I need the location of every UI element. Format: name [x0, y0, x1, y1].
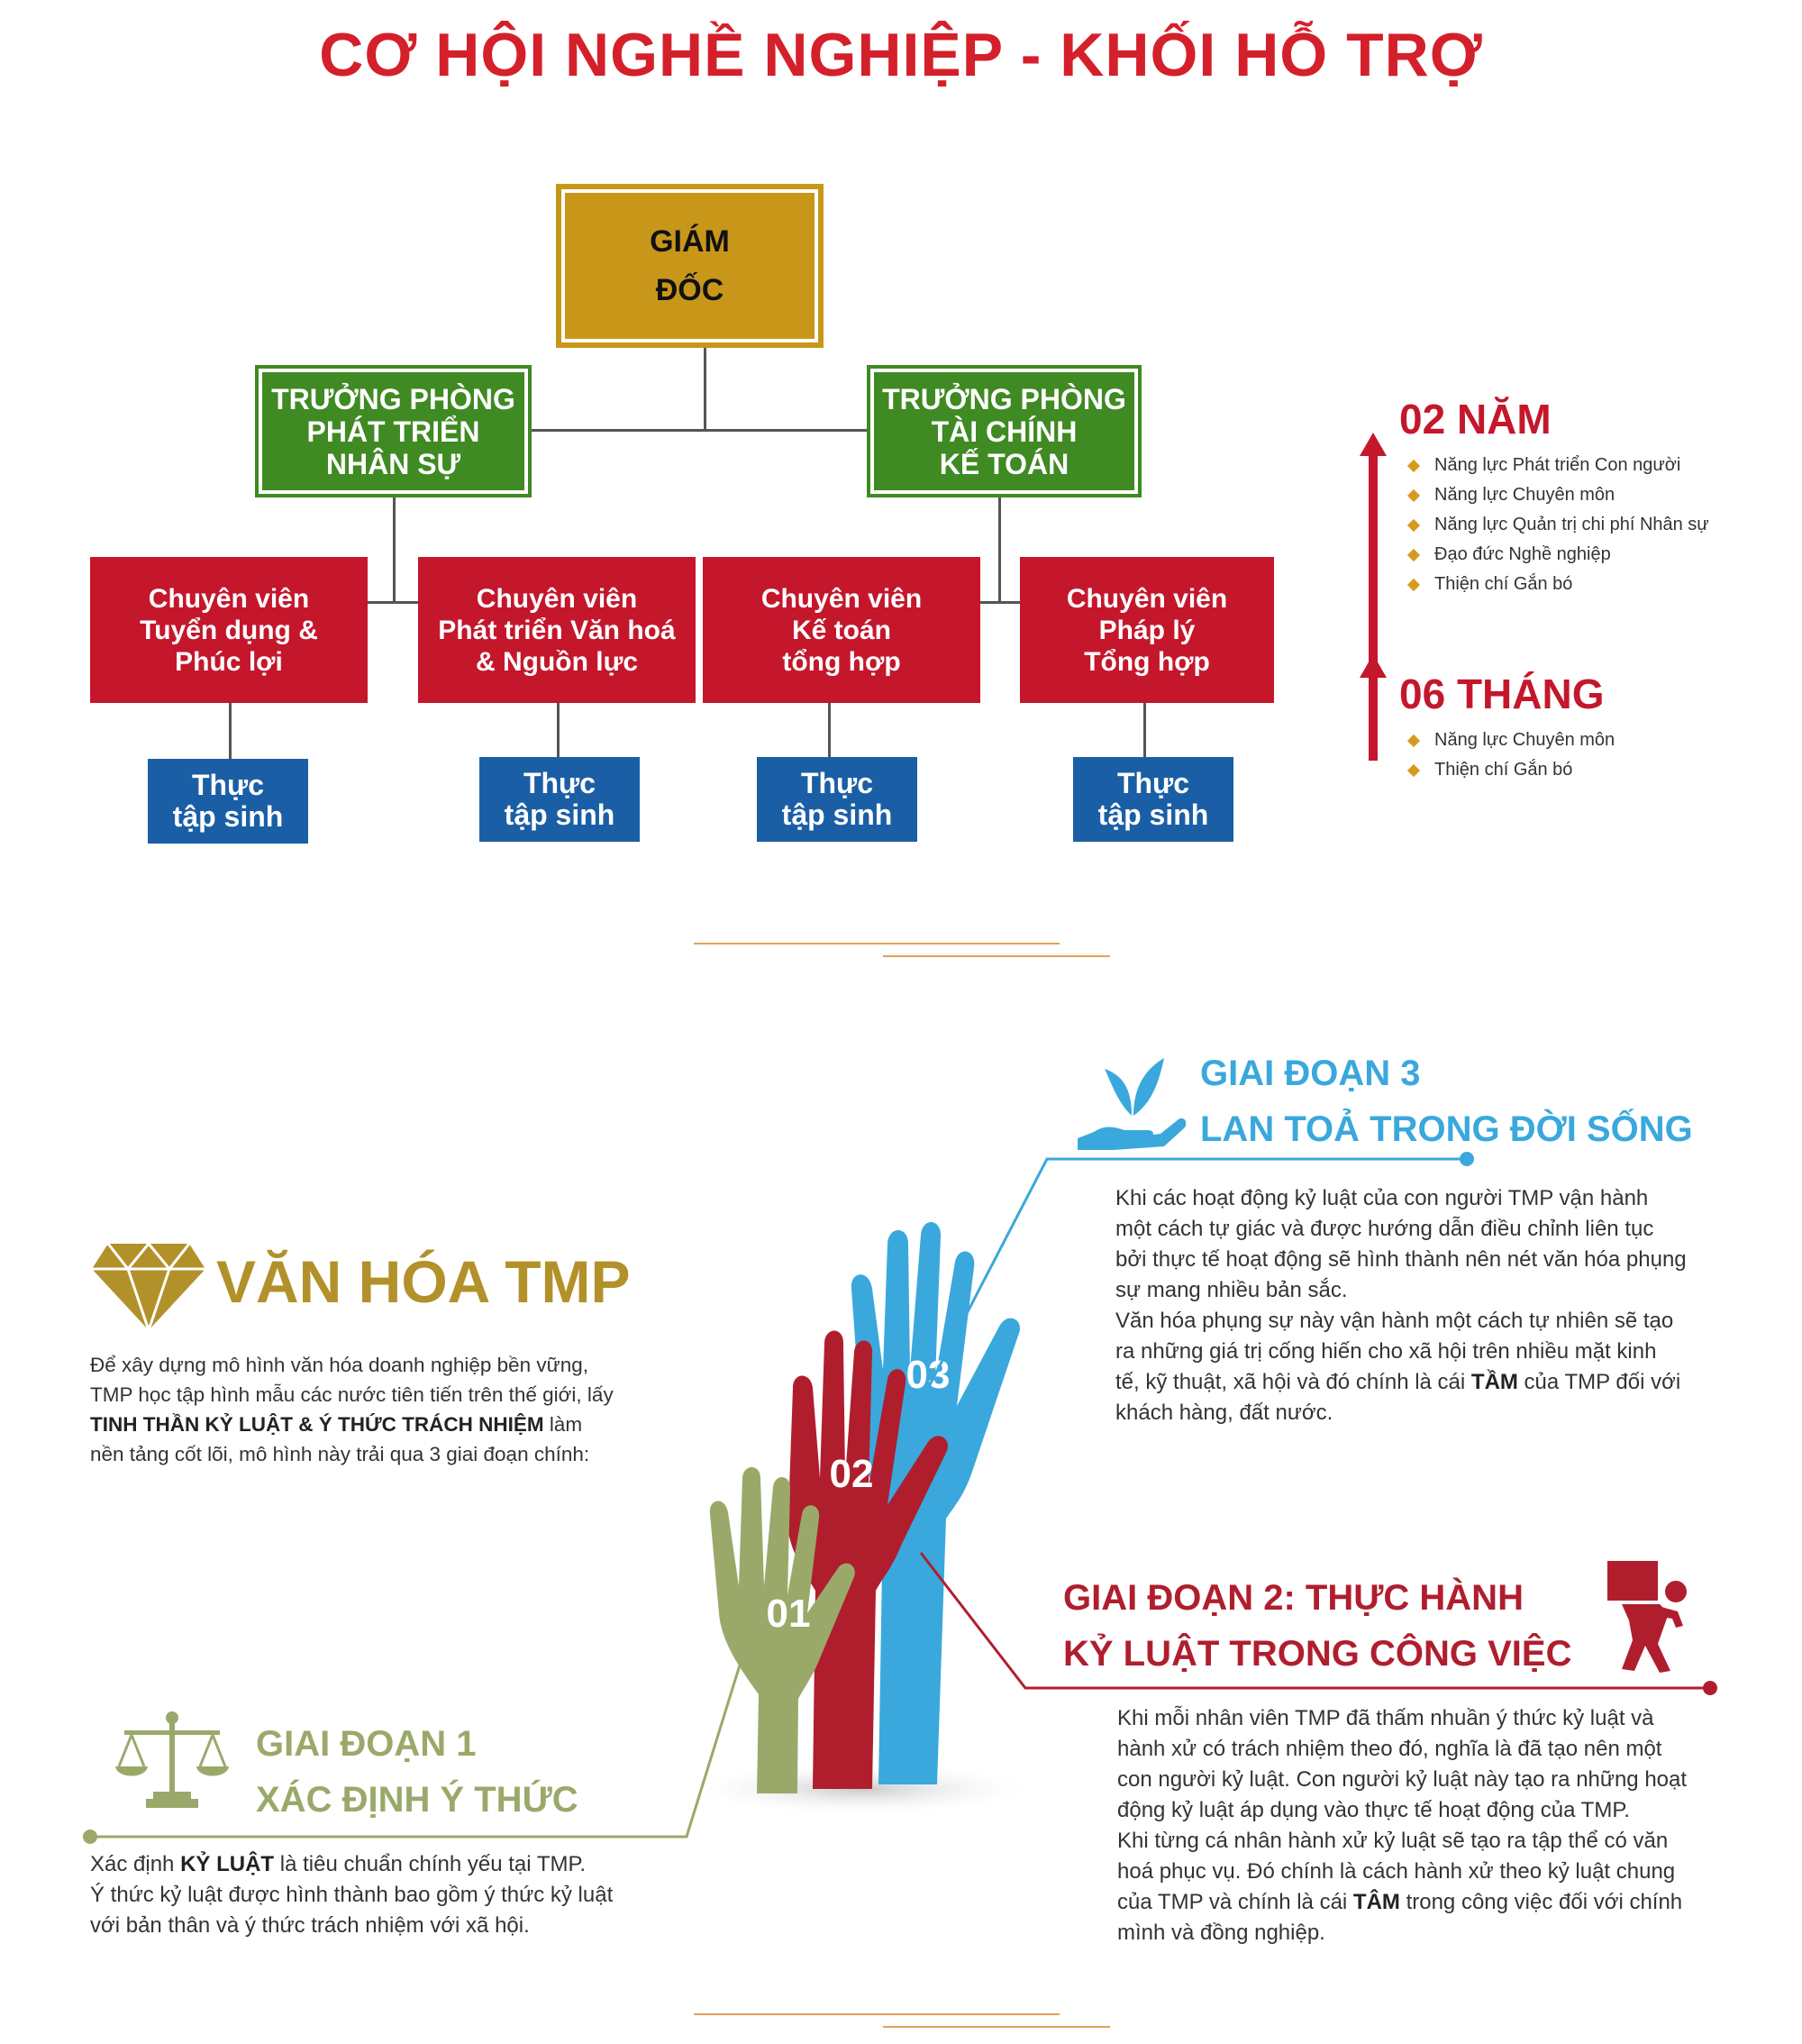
intern-box: Thực tập sinh [1073, 757, 1233, 842]
list-item: Năng lực Chuyên môn [1402, 725, 1615, 755]
manager-hr-box: TRƯỞNG PHÒNG PHÁT TRIỂN NHÂN SỰ [255, 365, 532, 497]
scales-icon [114, 1711, 231, 1811]
page-title: CƠ HỘI NGHỀ NGHIỆP - KHỐI HỖ TRỢ [319, 21, 1483, 89]
manager-finance-box: TRƯỞNG PHÒNG TÀI CHÍNH KẾ TOÁN [867, 365, 1142, 497]
hand-label-03: 03 [906, 1353, 951, 1397]
hand-label-01: 01 [766, 1592, 811, 1636]
culture-intro: Để xây dựng mô hình văn hóa doanh nghiệp bền vững, TMP học tập hình mẫu các nước tiên tiến trên thế giới, lấy TINH THẦN KỶ LUẬT & Ý THỨC TRÁCH NHIỆM làm nền tảng cốt lõi, mô hình này trải qua 3 giai đoạn chính: [90, 1354, 614, 1465]
stage-3-title: GIAI ĐOẠN 3 LAN TOẢ TRONG ĐỜI SỐNG [1200, 1054, 1693, 1149]
intern-box: Thực tập sinh [757, 757, 917, 842]
culture-title: VĂN HÓA TMP [216, 1248, 631, 1315]
stage-3-description: Khi các hoạt động kỷ luật của con người TMP vận hành một cách tự giác và được hướng dẫn điều chỉnh liên tục bởi thực tế hoạt động sẽ hình thành nên nét văn hóa phụng sự mang nhiều bản sắc. Văn hóa phụng sự này vận hành một cách tự nhiên sẽ tạo ra những giá trị cống hiến cho xã hội trên nhiều mặt kinh tế, kỹ thuật, xã hội và đó chính là cái TẦM của TMP đối với khách hàng, đất nước. [1115, 1186, 1687, 1425]
timeline-6-months-heading: 06 THÁNG [1399, 671, 1605, 717]
list-item: Năng lực Chuyên môn [1402, 480, 1709, 510]
list-item: Thiện chí Gắn bó [1402, 570, 1709, 599]
list-item: Năng lực Phát triển Con người [1402, 451, 1709, 480]
list-item: Đạo đức Nghề nghiệp [1402, 540, 1709, 570]
timeline-2-years-heading: 02 NĂM [1399, 396, 1552, 443]
stage-2-description: Khi mỗi nhân viên TMP đã thấm nhuần ý thức kỷ luật và hành xử có trách nhiệm theo đó, nghĩa là đã tạo nên một con người kỷ luật. Con người kỷ luật này tạo ra những hoạt động kỷ luật áp dụng vào thực tế hoạt động của TMP. Khi từng cá nhân hành xử kỷ luật sẽ tạo ra tập thể có văn hoá phục vụ. Đó chính là cách hành xử theo kỷ luật chung của TMP và chính là cái TÂM trong công việc đối với chính mình và đồng nghiệp. [1117, 1706, 1688, 1945]
stage-2-title: GIAI ĐOẠN 2: THỰC HÀNH KỶ LUẬT TRONG CÔNG VIỆC [1063, 1578, 1572, 1674]
hand-label-02: 02 [829, 1452, 874, 1496]
specialist-legal-box: Chuyên viên Pháp lý Tổng hợp [1020, 557, 1274, 703]
intern-box: Thực tập sinh [479, 757, 640, 842]
specialist-accounting-box: Chuyên viên Kế toán tổng hợp [703, 557, 980, 703]
intern-box: Thực tập sinh [148, 759, 308, 844]
stage-1-description: Xác định KỶ LUẬT là tiêu chuẩn chính yếu tại TMP. Ý thức kỷ luật được hình thành bao gồm ý thức kỷ luật với bản thân và ý thức trách nhiệm với xã hội. [90, 1852, 614, 1938]
specialist-recruitment-box: Chuyên viên Tuyển dụng & Phúc lợi [90, 557, 368, 703]
hand-plant-icon [1078, 1053, 1186, 1152]
specialist-culture-box: Chuyên viên Phát triển Văn hoá & Nguồn lực [418, 557, 696, 703]
director-box: GIÁM ĐỐC [556, 184, 824, 348]
list-item: Năng lực Quản trị chi phí Nhân sự [1402, 510, 1709, 540]
person-carrying-box-icon [1604, 1557, 1694, 1674]
stage-1-title: GIAI ĐOẠN 1 XÁC ĐỊNH Ý THỨC [256, 1724, 578, 1820]
list-item: Thiện chí Gắn bó [1402, 755, 1615, 785]
